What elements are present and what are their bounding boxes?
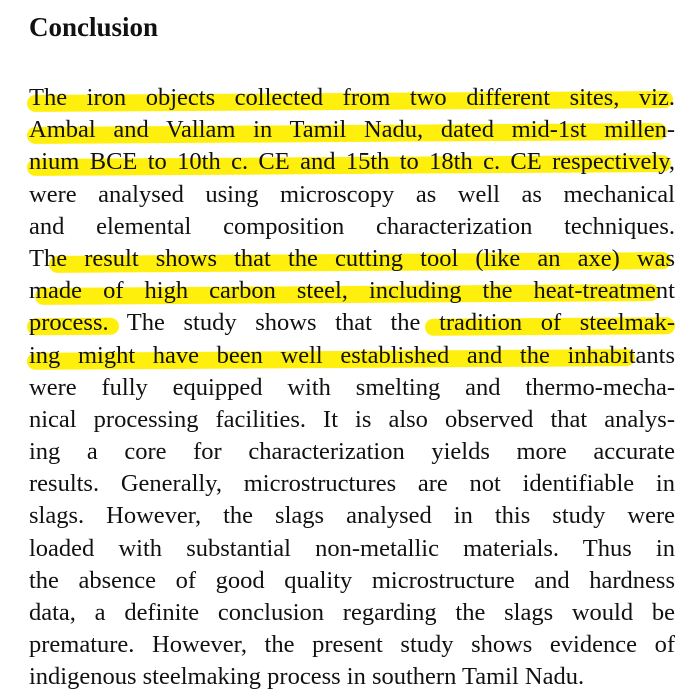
- text-line-17: [29, 597, 675, 629]
- text-line-10: [29, 372, 675, 404]
- line-text: made of high carbon steel, including the heat-treatment: [29, 277, 675, 305]
- text-line-14: [29, 500, 675, 532]
- conclusion-paragraph: [29, 82, 675, 694]
- line-text: were analysed using microscopy as well as mechanical: [29, 180, 675, 208]
- text-line-2: [29, 114, 675, 146]
- line-text: ing might have been well established and the inhabitants: [29, 341, 675, 369]
- line-text: the absence of good quality microstructure and hardness: [29, 566, 675, 594]
- line-text: indigenous steelmaking process in southern Tamil Nadu.: [29, 663, 585, 691]
- line-text: results. Generally, microstructures are not identifiable in: [29, 470, 675, 498]
- text-line-3: [29, 146, 675, 178]
- text-line-19: [29, 661, 675, 693]
- line-text: The result shows that the cutting tool (like an axe) was: [29, 244, 675, 272]
- text-line-9: [29, 340, 675, 372]
- text-line-8: [29, 307, 675, 339]
- text-line-4: [29, 179, 675, 211]
- text-line-15: [29, 533, 675, 565]
- text-line-13: [29, 468, 675, 500]
- line-text: nical processing facilities. It is also observed that analys-: [29, 405, 675, 433]
- line-text: premature. However, the present study shows evidence of: [29, 631, 675, 659]
- line-text: and elemental composition characterization techniques.: [29, 212, 675, 240]
- line-text: Ambal and Vallam in Tamil Nadu, dated mid-1st millen-: [29, 116, 675, 144]
- line-text: data, a definite conclusion regarding the slags would be: [29, 599, 675, 626]
- text-line-16: [29, 565, 675, 597]
- text-line-12: [29, 436, 675, 468]
- line-text: ing a core for characterization yields more accurate: [29, 438, 675, 466]
- line-text: were fully equipped with smelting and thermo-mecha-: [29, 373, 675, 401]
- line-text: The iron objects collected from two different sites, viz.: [29, 84, 675, 111]
- line-text: nium BCE to 10th c. CE and 15th to 18th c. CE respectively,: [29, 148, 675, 176]
- text-line-6: [29, 243, 675, 275]
- text-line-18: [29, 629, 675, 661]
- text-line-5: [29, 211, 675, 243]
- line-text: slags. However, the slags analysed in this study were: [29, 502, 675, 530]
- line-text: process. The study shows that the tradition of steelmak-: [29, 309, 675, 337]
- line-text: loaded with substantial non-metallic materials. Thus in: [29, 534, 675, 562]
- section-heading: Conclusion: [29, 12, 159, 42]
- text-line-1: [29, 82, 675, 114]
- text-line-11: [29, 404, 675, 436]
- text-line-7: [29, 275, 675, 307]
